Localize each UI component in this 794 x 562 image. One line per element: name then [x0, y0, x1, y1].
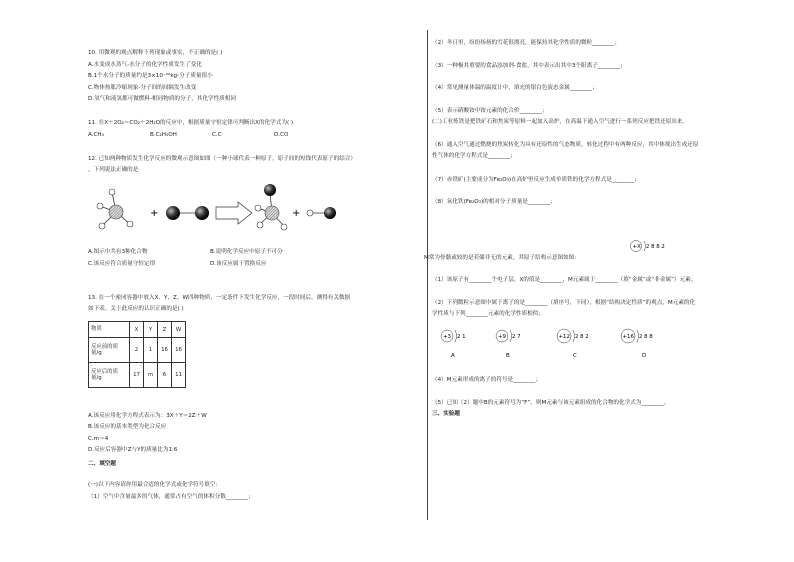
table-cell: 反应后的质量/g — [89, 363, 130, 388]
m-question-4: （4）M元素形成的离子的符号是________； — [432, 377, 542, 383]
atom-d-nucleus: +16 — [622, 334, 634, 340]
q13-option-a: A.该反应用化学方程式表示为：3X＋Y＝2Z＋W — [88, 413, 207, 419]
product-molecule-2 — [307, 207, 336, 219]
fill-item-4: （4）常见测量体温的温度计中，填充的银白色液态金属________； — [432, 85, 598, 91]
fill-item-1: （1）空气中含量最多的气体，通常占有空气的体积分数________； — [88, 494, 254, 500]
product-molecule-1 — [255, 184, 287, 230]
fill-item-3: （3）一种极其重要的食品添加剂-食盐，其中表示出其中3个阳离子________； — [432, 63, 626, 69]
atom-b-nucleus: +9 — [498, 334, 506, 340]
section-fill-heading: 二、填空题 — [88, 461, 116, 467]
atom-d-label: D — [642, 353, 647, 359]
column-divider — [427, 30, 428, 520]
m-shell-electrons: 2 8 8 2 — [646, 244, 665, 250]
q11-option-c: C.C — [212, 132, 222, 138]
q11-stem: 11. 在X＋2O₂＝CO₂＋2H₂O的反应中，根据质量守恒定律可判断出X的化学式为( ) — [88, 120, 294, 126]
q13-option-b: B.该反应的基本类型为化合反应 — [88, 424, 167, 430]
atom-b-diagram — [495, 327, 535, 363]
q10-stem: 10. 用微观的观点解释下列现象或事实，不正确的是( ) — [88, 50, 223, 56]
q13-option-c: C.m＝4 — [88, 436, 109, 442]
table-header-cell: Y — [144, 322, 158, 338]
reactant-molecule-2 — [166, 206, 209, 220]
plus-sign: + — [292, 208, 301, 219]
table-header-cell: W — [172, 322, 186, 338]
fill-item-5: （5）表示硝酸铵中铵元素的化合价________； — [432, 108, 548, 114]
q13-data-table — [88, 321, 186, 388]
fill-item-7: （7）赤铁矿(主要成分为Fe₂O₃)在高炉里反应生成单质铁的化学方程式是________； — [432, 177, 640, 183]
q12-option-d: D.该反应属于置换反应 — [210, 261, 267, 267]
q10-option-b: B.1个水分子的质量约是3×10⁻²⁶kg-分子质量很小 — [88, 73, 213, 79]
q12-stem-line1: 12. 已知两种物质发生化学反应的微观示意图如图（一种小球代表一种原子，原子间的短线代表原子的结合） — [88, 156, 356, 162]
q12-option-b: B.说明化学反应中原子不可分 — [210, 249, 283, 255]
atom-b-label: B — [506, 353, 510, 359]
q10-option-d: D.氢气和液氢都可做燃料-相同物质的分子，其化学性质相同 — [88, 96, 236, 102]
table-cell: 反应前的质量/g — [89, 338, 130, 363]
atom-d-shells: 2 8 8 — [639, 334, 653, 340]
atom-c-label: C — [573, 353, 577, 359]
table-cell: 6 — [158, 363, 172, 388]
m-question-1: （1）该原子有________个电子层，X的值是________，M元素属于________（填“金属”或“非金属”）元素； — [432, 277, 697, 283]
atom-a-shells: 2 1 — [457, 334, 466, 340]
atom-a-label: A — [451, 353, 455, 359]
q11-option-d: D.CO — [274, 132, 289, 138]
atom-c-shells: 2 8 2 — [575, 334, 589, 340]
q12-stem-line2: ，下列说法正确的是 — [88, 167, 139, 173]
fill-part-2-intro: (二)工业炼铁是把铁矿石和焦炭等原料一起加入高炉，在高温下通入空气进行一系列反应把铁还原出来。 — [432, 119, 689, 125]
table-header-cell: Z — [158, 322, 172, 338]
table-header-row — [89, 322, 186, 338]
atom-a-nucleus: +3 — [443, 334, 451, 340]
fill-item-6-line2: 性气体的化学方程式是________； — [432, 153, 516, 159]
table-cell: 16 — [172, 338, 186, 363]
table-cell: m — [144, 363, 158, 388]
m-element-intro: M常为骨骼或较的是若储非无的元素，其原子结构示意图如图： — [424, 255, 580, 261]
plus-sign: + — [150, 208, 159, 219]
q13-option-d: D.反应后容器中Z与Y的质量比为1:6 — [88, 447, 178, 453]
reaction-arrow — [216, 202, 252, 224]
q10-option-c: C.物体热胀冷缩现象-分子间的间隔发生改变 — [88, 85, 197, 91]
m-nucleus-label: +X — [632, 244, 641, 250]
fill-item-2: （2）冬日里，纷纷扬扬的雪花很漂亮，能保持其化学性质的微粒________； — [432, 40, 621, 46]
section-experiment-heading: 三、实验题 — [432, 411, 460, 417]
table-row — [89, 338, 186, 363]
m-question-2-line1: （2）下列微粒示意图中属于离子的是________（填序号，下同），根据“结构决定性质”的观点，M元素的化 — [432, 300, 696, 306]
table-header-cell: X — [130, 322, 144, 338]
q12-option-c: C.该反应符合质量守恒定律 — [88, 261, 156, 267]
atom-a-diagram — [440, 327, 480, 363]
table-cell: 17 — [130, 363, 144, 388]
fill-item-8: （8）氧化铁(Fe₂O₃)的相对分子质量是________； — [432, 199, 556, 205]
atom-d-diagram — [620, 327, 666, 363]
reactant-molecule-1 — [97, 189, 133, 229]
m-atom-structure-diagram — [630, 238, 680, 254]
m-question-2-line2: 学性质与下列________元素的化学性质相似； — [432, 311, 544, 317]
atom-c-nucleus: +12 — [558, 334, 570, 340]
q13-stem-line1: 13. 在一个密闭容器中放入X、Y、Z、W四种物质，一定条件下发生化学反应，一段时间后，测得有关数据 — [88, 295, 351, 301]
q11-option-b: B.C₂H₅OH — [150, 132, 177, 138]
fill-item-6-line1: （6）通入空气通过燃烧的焦炭转化为具有还原性的气态物质，转化过程中有两种反应，其中体现出生成还原 — [432, 142, 699, 148]
fill-intro: (一)以下内容请你用最合适的化学式或化学符号填空： — [88, 482, 222, 488]
table-row — [89, 363, 186, 388]
m-question-5: （5）已知（2）题中B的元素符号为“F”，则M元素与该元素组成的化合物的化学式为________。 — [432, 400, 670, 406]
q10-option-a: A.水变成水蒸气-水分子的化学性质发生了变化 — [88, 62, 202, 68]
table-header-cell: 物质 — [89, 322, 130, 338]
atom-c-diagram — [556, 327, 602, 363]
q13-stem-line2: 如下表。关于此反应的认识正确的是( ) — [88, 306, 184, 312]
table-cell: 1 — [144, 338, 158, 363]
q12-reaction-diagram — [88, 180, 368, 246]
table-cell: 11 — [172, 363, 186, 388]
table-cell: 2 — [130, 338, 144, 363]
table-cell: 16 — [158, 338, 172, 363]
atom-b-shells: 2 7 — [512, 334, 521, 340]
q12-option-a: A.图示中共有3种化合物 — [88, 249, 148, 255]
q11-option-a: A.CH₄ — [88, 132, 104, 138]
